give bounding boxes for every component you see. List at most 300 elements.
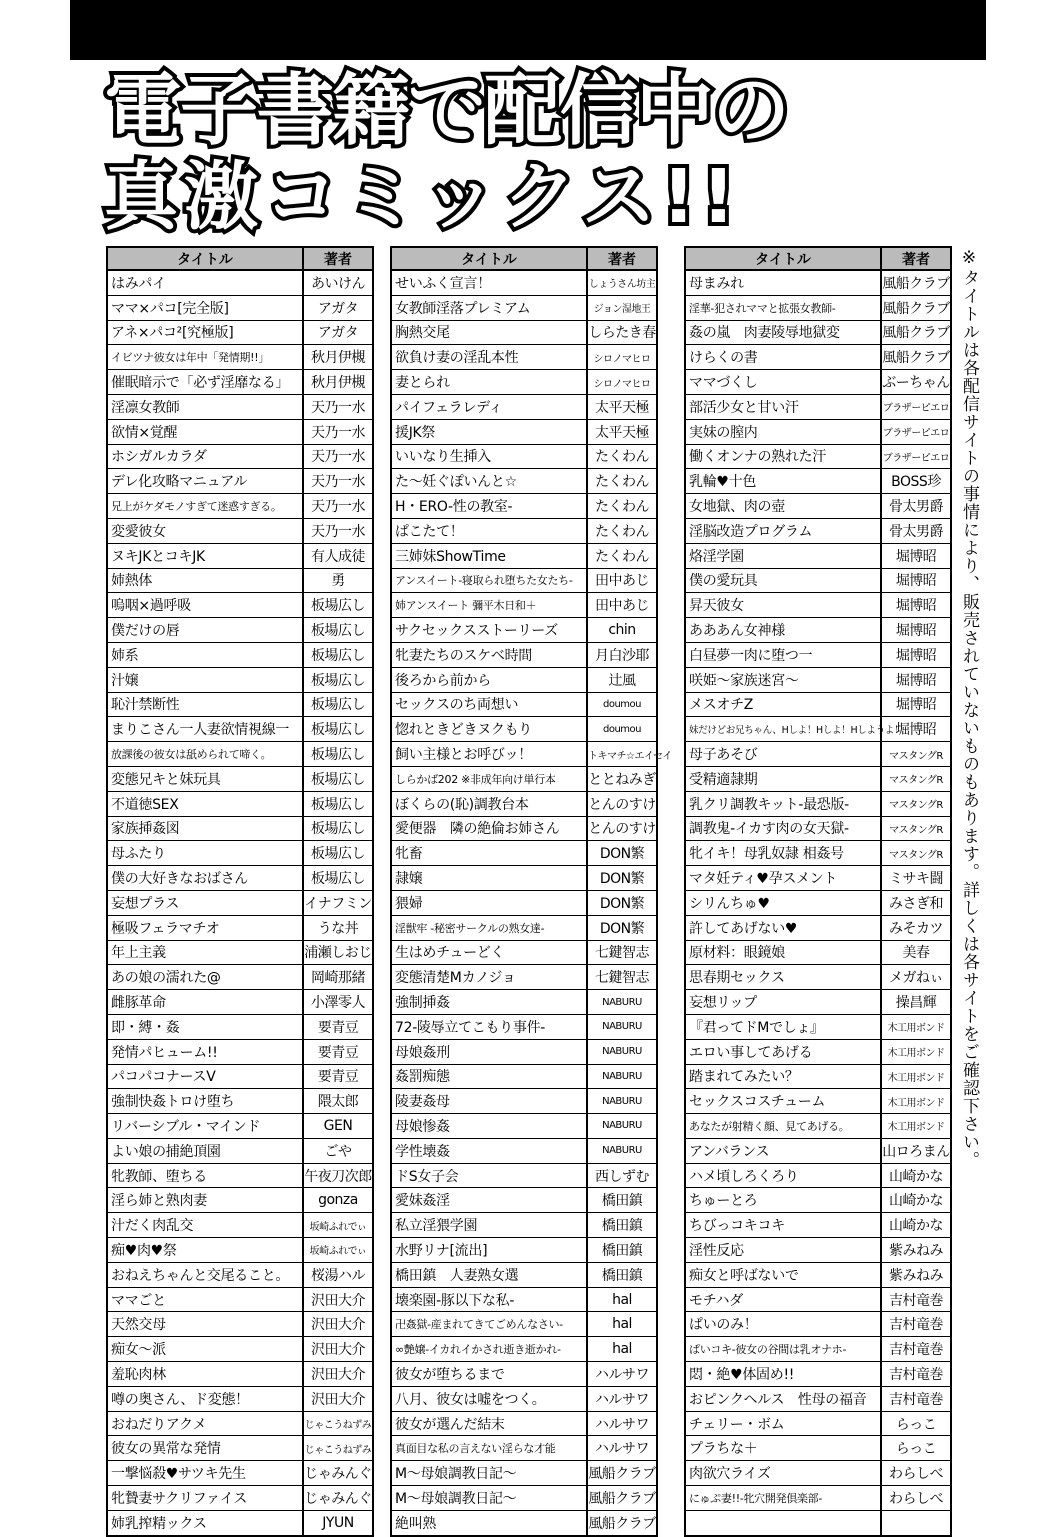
title-cell: 私立淫猥学園 [392, 1213, 587, 1238]
title-cell: 姉アンスイート 彌平木日和＋ [392, 593, 587, 618]
title-cell: 愛便器 隣の絶倫お姉さん [392, 816, 587, 841]
author-cell: マスタングR [881, 816, 950, 841]
author-cell: DON繁 [587, 841, 656, 866]
comic-list-table-1 [106, 246, 374, 1537]
title-cell: アンスイート-寝取られ堕ちた女たち- [392, 568, 587, 593]
table-row [392, 965, 656, 990]
author-cell: うな丼 [303, 915, 372, 940]
table-row [686, 1238, 950, 1263]
title-cell: ぱこたて！ [392, 518, 587, 543]
title-cell: ママ×パコ[完全版] [108, 295, 303, 320]
author-cell: 沢田大介 [303, 1337, 372, 1362]
table-row [108, 593, 372, 618]
table-row [392, 1262, 656, 1287]
title-cell: あなたが射精く顔、見てあげる。 [686, 1114, 881, 1139]
title-cell: あの娘の濡れた@ [108, 965, 303, 990]
author-cell: NABURU [587, 990, 656, 1015]
title-cell: プラちな＋ [686, 1436, 881, 1461]
table-row [686, 965, 950, 990]
table-row [686, 295, 950, 320]
author-cell: 板場広し [303, 742, 372, 767]
title-cell: 羞恥肉林 [108, 1362, 303, 1387]
title-cell: デレ化攻略マニュアル [108, 469, 303, 494]
table-row [392, 444, 656, 469]
title-cell: M〜母娘調教日記〜 [392, 1486, 587, 1511]
table-row [686, 1089, 950, 1114]
author-cell: 太平天極 [587, 419, 656, 444]
author-cell: NABURU [587, 1039, 656, 1064]
author-cell: 板場広し [303, 841, 372, 866]
title-cell: よい娘の捕絶頂園 [108, 1138, 303, 1163]
author-cell: 風船クラブ [881, 345, 950, 370]
author-cell: たくわん [587, 494, 656, 519]
table-row [686, 1039, 950, 1064]
title-cell: しらかば202 ※非成年向け単行本 [392, 766, 587, 791]
title-cell: ぼくらの(恥)調教台本 [392, 791, 587, 816]
table-row [108, 394, 372, 419]
table-row [392, 866, 656, 891]
author-cell: 堀博昭 [881, 543, 950, 568]
title-cell: ぱいコキ-彼女の谷間は乳オナホ- [686, 1337, 881, 1362]
author-cell: らっこ [881, 1436, 950, 1461]
title-cell: 強制挿姦 [392, 990, 587, 1015]
table-row [686, 1510, 950, 1534]
table-row [108, 568, 372, 593]
table-row [392, 816, 656, 841]
title-cell: 女教師淫落プレミアム [392, 295, 587, 320]
table-row [392, 1362, 656, 1387]
table-row [686, 866, 950, 891]
author-cell: 橋田鎮 [587, 1238, 656, 1263]
table-row [686, 494, 950, 519]
author-cell: あいけん [303, 270, 372, 295]
title-cell: 惚れときどきヌクもり [392, 717, 587, 742]
title-cell: 痴♥肉♥祭 [108, 1238, 303, 1263]
table-row [392, 543, 656, 568]
table-row [686, 618, 950, 643]
table-row [686, 593, 950, 618]
title-cell: セックスコスチューム [686, 1089, 881, 1114]
table-row [108, 990, 372, 1015]
author-cell: 要青豆 [303, 1064, 372, 1089]
table-row [686, 1411, 950, 1436]
table-row [686, 1312, 950, 1337]
comic-list-table-2 [390, 246, 672, 1537]
table-row [108, 1312, 372, 1337]
author-cell: 沢田大介 [303, 1362, 372, 1387]
author-cell: hal [587, 1312, 656, 1337]
author-cell: ジョン湿地王 [587, 295, 656, 320]
table-row [686, 394, 950, 419]
availability-note: ※タイトルは各配信サイトの事情により、販売されていないものもあります。詳しくは各サイトをご確認下さい。 [959, 248, 979, 1169]
title-cell: おピンクヘルス 性母の福音 [686, 1386, 881, 1411]
author-cell: gonza [303, 1188, 372, 1213]
title-cell: 援JK祭 [392, 419, 587, 444]
author-cell: 浦瀬しおじ [303, 940, 372, 965]
author-cell: 風船クラブ [587, 1461, 656, 1486]
author-cell: 岡崎那緒 [303, 965, 372, 990]
title-cell: 彼女の異常な発情 [108, 1436, 303, 1461]
title-cell: 原材料：眼鏡娘 [686, 940, 881, 965]
title-cell [686, 1510, 881, 1534]
title-cell: 変態兄キと妹玩具 [108, 766, 303, 791]
table-row [392, 394, 656, 419]
title-cell: 発情パヒューム!! [108, 1039, 303, 1064]
author-cell: 辻風 [587, 667, 656, 692]
author-cell: BOSS珍 [881, 469, 950, 494]
header-black-bar [70, 0, 986, 60]
table-row [108, 1386, 372, 1411]
table-row [108, 444, 372, 469]
title-cell: 牝イキ！母乳奴隷 相姦号 [686, 841, 881, 866]
author-cell: 天乃一水 [303, 494, 372, 519]
title-cell: 猥婦 [392, 890, 587, 915]
author-cell: 天乃一水 [303, 469, 372, 494]
author-cell: 板場広し [303, 692, 372, 717]
author-cell: ブラザーピエロ [881, 419, 950, 444]
table-row [392, 370, 656, 395]
title-cell: 変態清楚Mカノジョ [392, 965, 587, 990]
title-cell: リバーシブル・マインド [108, 1114, 303, 1139]
table-row [108, 1213, 372, 1238]
title-cell: パイフェラレディ [392, 394, 587, 419]
author-cell: じゃみんぐ [303, 1461, 372, 1486]
author-cell: 板場広し [303, 866, 372, 891]
author-cell: メガねぃ [881, 965, 950, 990]
author-cell: ミサキ闘 [881, 866, 950, 891]
title-cell: 妻とられ [392, 370, 587, 395]
table-row [686, 1213, 950, 1238]
author-cell [881, 1510, 950, 1534]
author-cell: 沢田大介 [303, 1386, 372, 1411]
table-row [392, 1014, 656, 1039]
title-cell: 僕の愛玩具 [686, 568, 881, 593]
author-cell: ハルサワ [587, 1436, 656, 1461]
title-cell: 姦罰痴態 [392, 1064, 587, 1089]
title-cell: 母まみれ [686, 270, 881, 295]
author-cell: みさぎ和 [881, 890, 950, 915]
title-cell: サクセックスストーリーズ [392, 618, 587, 643]
table-row [108, 642, 372, 667]
author-cell: 吉村竜巻 [881, 1386, 950, 1411]
table-row [392, 1411, 656, 1436]
author-cell: 風船クラブ [881, 270, 950, 295]
column-header-author: 著者 [303, 248, 372, 270]
table-row [392, 295, 656, 320]
table-row [108, 866, 372, 891]
table-row [686, 518, 950, 543]
author-cell: 天乃一水 [303, 394, 372, 419]
author-cell: 山崎かな [881, 1188, 950, 1213]
author-cell: 要青豆 [303, 1014, 372, 1039]
table-row [686, 1138, 950, 1163]
column-header-author: 著者 [587, 248, 656, 270]
title-cell: 白昼夢一肉に堕つ一 [686, 642, 881, 667]
table-row [392, 494, 656, 519]
title-cell: 汁だく肉乱交 [108, 1213, 303, 1238]
table-row [108, 1287, 372, 1312]
column-header-title: タイトル [108, 248, 303, 270]
author-cell: たくわん [587, 518, 656, 543]
table-row [392, 419, 656, 444]
author-cell: 風船クラブ [881, 295, 950, 320]
table-row [108, 1411, 372, 1436]
table-row [392, 593, 656, 618]
title-cell: パコパコナースV [108, 1064, 303, 1089]
author-cell: 山ロろまん [881, 1138, 950, 1163]
title-cell: エロい事してあげる [686, 1039, 881, 1064]
author-cell: 小澤零人 [303, 990, 372, 1015]
author-cell: 橋田鎮 [587, 1213, 656, 1238]
author-cell: ハルサワ [587, 1386, 656, 1411]
table-row [108, 717, 372, 742]
table-row [686, 1064, 950, 1089]
author-cell: 西しずむ [587, 1163, 656, 1188]
table-row [392, 841, 656, 866]
title-cell: 欲情×覚醒 [108, 419, 303, 444]
author-cell: NABURU [587, 1114, 656, 1139]
title-cell: 女地獄、肉の壺 [686, 494, 881, 519]
title-cell: 母娘惨姦 [392, 1114, 587, 1139]
title-cell: メスオチZ [686, 692, 881, 717]
author-cell: 田中あじ [587, 568, 656, 593]
title-cell: M〜母娘調教日記〜 [392, 1461, 587, 1486]
table-row [108, 345, 372, 370]
author-cell: 要青豆 [303, 1039, 372, 1064]
table-row [686, 642, 950, 667]
title-cell: ちびっコキコキ [686, 1213, 881, 1238]
author-cell: 板場広し [303, 791, 372, 816]
author-cell: 七鍵智志 [587, 965, 656, 990]
title-cell: 即・縛・姦 [108, 1014, 303, 1039]
title-cell: ぱいのみ！ [686, 1312, 881, 1337]
table-body [686, 270, 950, 1535]
author-cell: ブラザーピエロ [881, 444, 950, 469]
author-cell: 木工用ボンド [881, 1039, 950, 1064]
author-cell: マスタングR [881, 791, 950, 816]
author-cell: 天乃一水 [303, 518, 372, 543]
table-row [392, 1510, 656, 1534]
title-cell: 家族挿姦図 [108, 816, 303, 841]
table-row [108, 667, 372, 692]
title-cell: 嗚咽×過呼吸 [108, 593, 303, 618]
table-row [686, 1337, 950, 1362]
title-cell: おねだりアクメ [108, 1411, 303, 1436]
table-row [686, 1486, 950, 1511]
author-cell: 太平天極 [587, 394, 656, 419]
table-row [392, 1138, 656, 1163]
table-row [108, 692, 372, 717]
table-row [108, 270, 372, 295]
author-cell: マスタングR [881, 841, 950, 866]
author-cell: 堀博昭 [881, 593, 950, 618]
table-row [686, 766, 950, 791]
table-row [392, 469, 656, 494]
table-row [392, 1386, 656, 1411]
table-body [108, 270, 372, 1535]
table-row [392, 915, 656, 940]
table-row [108, 816, 372, 841]
author-cell: とんのすけ [587, 816, 656, 841]
author-cell: 板場広し [303, 667, 372, 692]
author-cell: 吉村竜巻 [881, 1312, 950, 1337]
title-cell: 淫性反応 [686, 1238, 881, 1263]
title-cell: ドS女子会 [392, 1163, 587, 1188]
author-cell: hal [587, 1287, 656, 1312]
title-cell: 強制快姦トロけ堕ち [108, 1089, 303, 1114]
title-cell: マタ妊ティ♥孕スメント [686, 866, 881, 891]
table-row [392, 568, 656, 593]
title-cell: H・ERO-性の教室- [392, 494, 587, 519]
title-cell: 愛妹姦淫 [392, 1188, 587, 1213]
title-cell: 姉乳搾精ックス [108, 1510, 303, 1534]
author-cell: 風船クラブ [587, 1486, 656, 1511]
table-row [108, 320, 372, 345]
title-cell: 変愛彼女 [108, 518, 303, 543]
author-cell: 橋田鎮 [587, 1188, 656, 1213]
author-cell: 骨太男爵 [881, 518, 950, 543]
title-cell: 胸熱交尾 [392, 320, 587, 345]
table-row [686, 816, 950, 841]
author-cell: 坂崎ふれでぃ [303, 1238, 372, 1263]
title-cell: 牝妻たちのスケベ時間 [392, 642, 587, 667]
title-cell: 彼女が選んだ結末 [392, 1411, 587, 1436]
table-row [686, 940, 950, 965]
author-cell: 山崎かな [881, 1163, 950, 1188]
author-cell: doumou [587, 692, 656, 717]
title-cell: 八月、彼女は嘘をつく。 [392, 1386, 587, 1411]
title-cell: イビツナ彼女は年中「発情期!!」 [108, 345, 303, 370]
author-cell: 天乃一水 [303, 419, 372, 444]
table-row [686, 444, 950, 469]
table-row [392, 1486, 656, 1511]
author-cell: 木工用ボンド [881, 1114, 950, 1139]
title-cell: 彼女が堕ちるまで [392, 1362, 587, 1387]
title-cell: 極吸フェラマチオ [108, 915, 303, 940]
author-cell: 山崎かな [881, 1213, 950, 1238]
author-cell: ぶーちゃん [881, 370, 950, 395]
author-cell: 吉村竜巻 [881, 1362, 950, 1387]
table-row [108, 1436, 372, 1461]
column-header-title: タイトル [392, 248, 587, 270]
title-cell: 肉欲穴ライズ [686, 1461, 881, 1486]
title-cell: ママづくし [686, 370, 881, 395]
author-cell: とんのすけ [587, 791, 656, 816]
table-row [108, 1337, 372, 1362]
author-cell: ブラザーピエロ [881, 394, 950, 419]
table-row [108, 494, 372, 519]
table-row [686, 1014, 950, 1039]
author-cell: NABURU [587, 1014, 656, 1039]
author-cell: 堀博昭 [881, 692, 950, 717]
author-cell: 沢田大介 [303, 1287, 372, 1312]
table-row [686, 543, 950, 568]
title-cell: あああん女神様 [686, 618, 881, 643]
title-cell: 姦の嵐 肉妻陵辱地獄変 [686, 320, 881, 345]
title-cell: 後ろから前から [392, 667, 587, 692]
table-row [108, 965, 372, 990]
title-cell: 烙淫学園 [686, 543, 881, 568]
author-cell: 秋月伊槻 [303, 370, 372, 395]
title-cell: 放課後の彼女は舐められて啼く。 [108, 742, 303, 767]
author-cell: じゃこうねずみ [303, 1436, 372, 1461]
table-row [392, 518, 656, 543]
title-cell: 淫脳改造プログラム [686, 518, 881, 543]
title-cell: 踏まれてみたい？ [686, 1064, 881, 1089]
table-row [392, 1064, 656, 1089]
author-cell: hal [587, 1337, 656, 1362]
table-row [108, 940, 372, 965]
author-cell: 吉村竜巻 [881, 1337, 950, 1362]
author-cell: 午夜刀次郎 [303, 1163, 372, 1188]
author-cell: 坂崎ふれでぃ [303, 1213, 372, 1238]
table-row [686, 1386, 950, 1411]
table-row [392, 345, 656, 370]
table-row [686, 1287, 950, 1312]
author-cell: たくわん [587, 543, 656, 568]
table-row [392, 1089, 656, 1114]
author-cell: 木工用ボンド [881, 1089, 950, 1114]
table-row [392, 1312, 656, 1337]
author-cell: じゃみんぐ [303, 1486, 372, 1511]
author-cell: らっこ [881, 1411, 950, 1436]
table-row [108, 469, 372, 494]
author-cell: 隈太郎 [303, 1089, 372, 1114]
title-cell: 姉系 [108, 642, 303, 667]
table-row [108, 841, 372, 866]
title-cell: 真面目な私の言えない淫らな才能 [392, 1436, 587, 1461]
table-row [686, 692, 950, 717]
author-cell: 吉村竜巻 [881, 1287, 950, 1312]
title-cell: 痴女〜派 [108, 1337, 303, 1362]
table-row [686, 791, 950, 816]
table-row [392, 1287, 656, 1312]
author-cell: わらしべ [881, 1461, 950, 1486]
author-cell: ごや [303, 1138, 372, 1163]
title-cell: アンバランス [686, 1138, 881, 1163]
table-row [108, 1138, 372, 1163]
author-cell: 天乃一水 [303, 444, 372, 469]
author-cell: 紫みねみ [881, 1262, 950, 1287]
author-cell: アガタ [303, 295, 372, 320]
title-cell: 陵妻姦母 [392, 1089, 587, 1114]
author-cell: たくわん [587, 469, 656, 494]
title-cell: にゅぷ妻!!-牝穴開発倶楽部- [686, 1486, 881, 1511]
author-cell: chin [587, 618, 656, 643]
table-row [392, 766, 656, 791]
title-cell: 牝畜 [392, 841, 587, 866]
title-cell: 妹だけどお兄ちゃん、Hしよ！Hしよ！Hしようよ！ [686, 717, 881, 742]
title-cell: 淫ら姉と熟肉妻 [108, 1188, 303, 1213]
title-cell: 乳輪♥十色 [686, 469, 881, 494]
title-cell: 壊楽園-豚以下な私- [392, 1287, 587, 1312]
table-row [108, 1188, 372, 1213]
table-row [392, 890, 656, 915]
comic-list-table-3 [684, 246, 952, 1537]
table-row [686, 717, 950, 742]
author-cell: 板場広し [303, 593, 372, 618]
table-row [108, 618, 372, 643]
headline-line-1: 電子書籍で配信中の [104, 66, 789, 156]
title-cell: ∞艶嬢-イカれイかされ逝き逝かれ- [392, 1337, 587, 1362]
table-row [108, 791, 372, 816]
title-cell: 噂の奥さん、ド変態！ [108, 1386, 303, 1411]
author-cell: マスタングR [881, 742, 950, 767]
title-cell: 72-陵辱立てこもり事件- [392, 1014, 587, 1039]
table-row [108, 1238, 372, 1263]
title-cell: 牝教師、堕ちる [108, 1163, 303, 1188]
table-row [392, 1163, 656, 1188]
